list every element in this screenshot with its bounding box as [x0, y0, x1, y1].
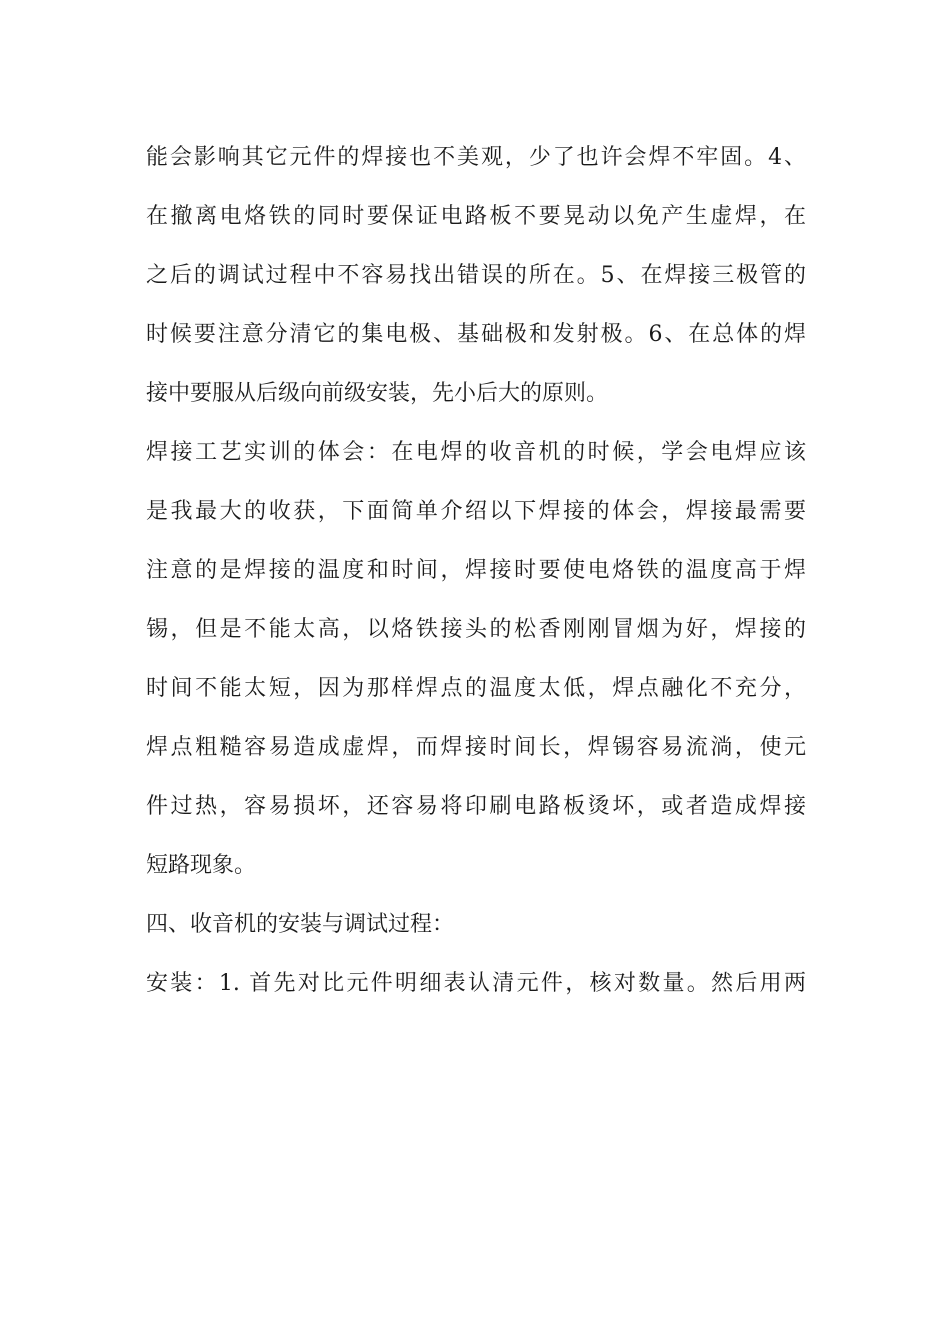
text-line: 接中要服从后级向前级安装，先小后大的原则。 [146, 381, 609, 406]
text-line: 锡，但是不能太高，以烙铁接头的松香刚刚冒烟为好，焊接的 [146, 617, 806, 642]
text-line: 安装：1. 首先对比元件明细表认清元件，核对数量。然后用两 [146, 971, 806, 996]
section-heading-text: 四、收音机的安装与调试过程： [146, 912, 455, 937]
text-line: 是我最大的收获，下面简单介绍以下焊接的体会，焊接最需要 [146, 499, 806, 524]
text-line: 注意的是焊接的温度和时间，焊接时要使电烙铁的温度高于焊 [146, 558, 806, 583]
text-line: 之后的调试过程中不容易找出错误的所在。5、在焊接三极管的 [146, 263, 806, 288]
section-heading [146, 895, 806, 954]
text-line: 能会影响其它元件的焊接也不美观，少了也许会焊不牢固。4、 [146, 145, 806, 170]
text-line: 在撤离电烙铁的同时要保证电路板不要晃动以免产生虚焊，在 [146, 204, 806, 229]
text-line: 焊点粗糙容易造成虚焊，而焊接时间长，焊锡容易流淌，使元 [146, 735, 806, 760]
text-line: 件过热，容易损坏，还容易将印刷电路板烫坏，或者造成焊接 [146, 794, 806, 819]
paragraph-installation [146, 954, 806, 1013]
text-line: 短路现象。 [146, 853, 257, 878]
text-line: 时候要注意分清它的集电极、基础极和发射极。6、在总体的焊 [146, 322, 806, 347]
paragraph-soldering-tips [146, 128, 806, 423]
paragraph-soldering-experience [146, 423, 806, 895]
text-line: 时间不能太短，因为那样焊点的温度太低，焊点融化不充分， [146, 676, 806, 701]
document-body [146, 128, 806, 1013]
text-line: 焊接工艺实训的体会：在电焊的收音机的时候，学会电焊应该 [146, 440, 806, 465]
